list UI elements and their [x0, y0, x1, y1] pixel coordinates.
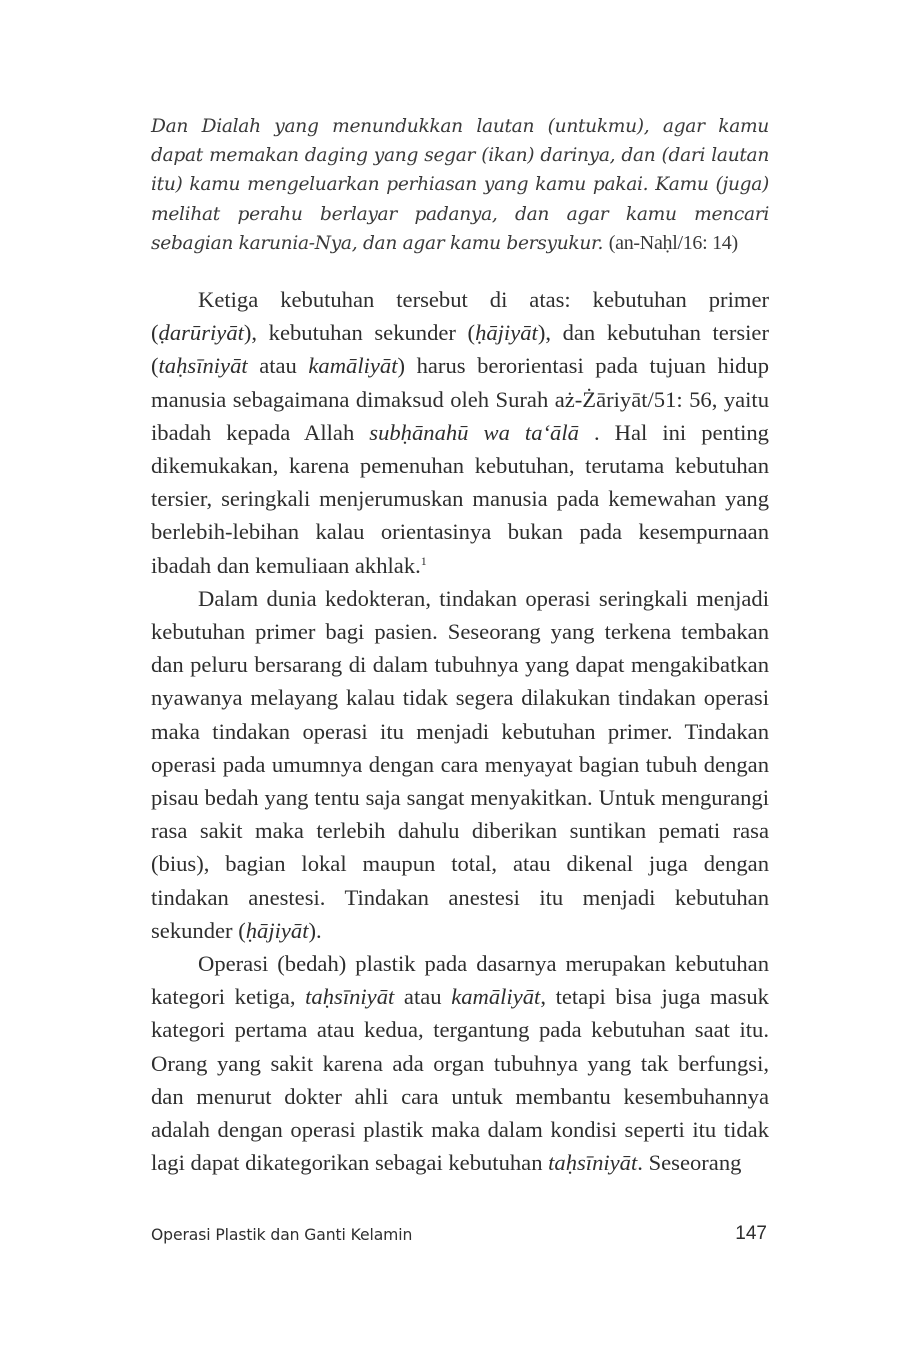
footnote-marker[interactable]: 1	[420, 553, 427, 568]
italic-term: taḥsīniyāt	[548, 1150, 638, 1176]
text-run: . Seseorang	[637, 1150, 742, 1176]
text-run: ).	[308, 917, 322, 943]
running-footer-title: Operasi Plastik dan Ganti Kelamin	[151, 1226, 413, 1244]
paragraph-medical-operations	[151, 582, 769, 947]
italic-term: kamāliyāt	[308, 353, 398, 379]
verse-reference: (an-Naḥl/16: 14)	[608, 231, 738, 254]
page-body	[151, 112, 769, 1180]
italic-term: ḥājiyāt	[245, 917, 309, 943]
text-run: ) harus berorientasi pada tujuan hidup manusia sebagaimana dimaksud oleh Surah aż-Żāriyāt/51: 56, yaitu ibadah kepada Allah	[151, 353, 769, 445]
text-run: atau	[394, 984, 452, 1010]
italic-term: ḍarūriyāt	[158, 320, 244, 346]
quote-text: Dan Dialah yang menundukkan lautan (untukmu), agar kamu dapat memakan daging yang segar (ikan) darinya, dan (dari lautan itu) kamu mengeluarkan perhiasan yang kamu pakai. Kamu (juga) melihat perahu berlayar padanya, dan agar kamu mencari sebagian karunia-Nya, dan agar kamu bersyukur.	[151, 116, 769, 254]
italic-term: taḥsīniyāt	[158, 353, 248, 379]
italic-term: kamāliyāt	[451, 984, 541, 1010]
italic-term: taḥsīniyāt	[305, 984, 395, 1010]
quran-verse-translation	[151, 112, 769, 258]
paragraph-plastic-surgery	[151, 947, 769, 1179]
paragraph-needs-categories	[151, 283, 769, 582]
text-run: . Hal ini penting dikemukakan, karena pemenuhan kebutuhan, terutama kebutuhan tersier, seringkali menjerumuskan manusia pada kemewahan yang berlebih-lebihan kalau orientasinya bukan pada kesempurnaan ibadah dan kemuliaan akhlak.	[151, 419, 769, 578]
text-run: ), dan kebutuhan tersier (	[151, 320, 769, 379]
text-run: Dalam dunia kedokteran, tindakan operasi seringkali menjadi kebutuhan primer bagi pasien. Seseorang yang terkena tembakan dan peluru bersarang di dalam tubuhnya yang dapat mengakibatkan nyawanya melayang kalau tidak segera dilakukan tindakan operasi maka tindakan operasi itu menjadi kebutuhan primer. Tindakan operasi pada umumnya dengan cara menyayat bagian tubuh dengan pisau bedah yang tentu saja sangat menyakitkan. Untuk mengurangi rasa sakit maka terlebih dahulu diberikan suntikan pemati rasa (bius), bagian lokal maupun total, atau dikenal juga dengan tindakan anestesi. Tindakan anestesi itu menjadi kebutuhan sekunder (	[151, 585, 769, 943]
italic-term: ḥājiyāt	[475, 320, 538, 346]
text-run: Operasi (bedah) plastik pada dasarnya merupakan kebutuhan kategori ketiga,	[151, 951, 769, 1010]
text-run: atau	[247, 353, 309, 379]
text-run: ), kebutuhan sekunder (	[243, 320, 476, 346]
text-run: Ketiga kebutuhan tersebut di atas: kebutuhan primer (	[151, 287, 769, 346]
page-number: 147	[735, 1223, 767, 1244]
page-footer	[151, 1222, 769, 1252]
text-run: , tetapi bisa juga masuk kategori pertama atau kedua, tergantung pada kebutuhan saat itu. Orang yang sakit karena ada organ tubuhnya yang tak berfungsi, dan menurut dokter ahli cara untuk membantu kesembuhannya adalah dengan operasi plastik maka dalam kondisi seperti itu tidak lagi dapat dikategorikan sebagai kebutuhan	[151, 984, 769, 1176]
italic-term: subḥānahū wa ta‘ālā	[369, 419, 579, 445]
